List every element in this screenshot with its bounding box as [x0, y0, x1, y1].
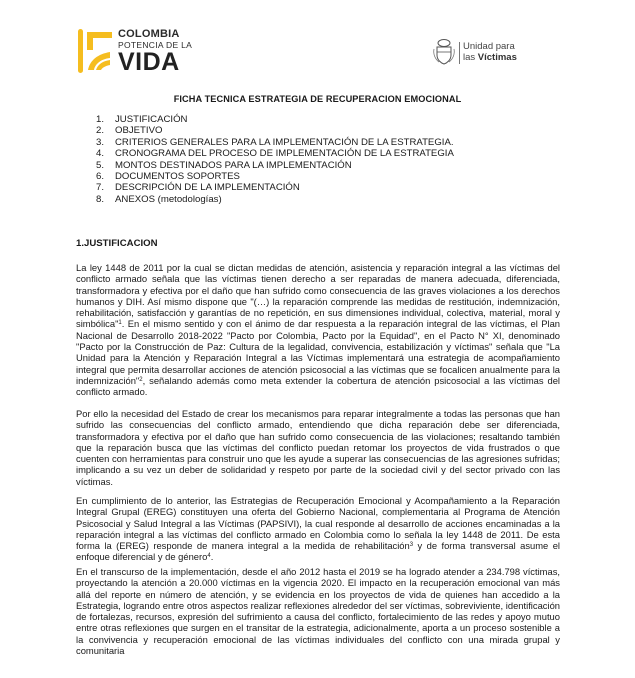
toc-number: 7. [96, 182, 105, 194]
table-of-contents [96, 114, 454, 205]
toc-item [96, 171, 454, 182]
logo-line-victimas: Víctimas [477, 52, 517, 63]
logo-line-colombia: COLOMBIA [118, 28, 180, 40]
colombia-potencia-mark-icon [76, 26, 114, 76]
section-heading-justificacion: 1.JUSTIFICACION [76, 238, 158, 249]
logo-line-las: las [463, 52, 478, 63]
toc-number: 4. [96, 148, 105, 160]
paragraph-necesidad-estado: Por ello la necesidad del Estado de crear los mecanismos para reparar integralmente a todas las personas que han sufrido las consecuencias del conflicto armado, entendiendo que dicha reparación debe ser diferenciada, transformadora y efectiva por el daño que han sufrido como consecuencia de las violaciones; resaltando también que la reparación busca que las víctimas del conflicto puedan retomar los proyectos de vida frustrados o que cuenten con herramientas para construir uno que les ayude a superar las consecuencias de las agresiones sufridas; implicando a su vez un deber de solidaridad y respeto por parte de la sociedad civil y del sector privado con las víctimas. [76, 408, 560, 487]
toc-label: ANEXOS (metodologías) [115, 193, 222, 205]
paragraph-ley-1448 [76, 262, 560, 398]
paragraph-text: En cumplimiento de lo anterior, las Estrategias de Recuperación Emocional y Acompañamiento a la Reparación Integral Grupal (EREG) constituyen una oferta del Gobierno Nacional, complementaria al Programa de Atención Psicosocial y Salud Integral a las Víctimas (PAPSIVI), la cual responde al desarrollo de acciones encaminadas a la reparación integral a las víctimas del conflicto armado en Colombia como lo señala la ley 1448 de 2011. De esta forma la (EREG) responde de manera integral a la medida de rehabilitación [76, 495, 560, 552]
toc-item [96, 125, 454, 136]
toc-number: 3. [96, 136, 105, 148]
toc-item [96, 182, 454, 193]
toc-number: 8. [96, 193, 105, 205]
paragraph-cumplimiento [76, 495, 560, 563]
logo-line-vida: VIDA [118, 48, 180, 76]
logo-line-potencia: POTENCIA DE LA [118, 40, 193, 50]
toc-number: 1. [96, 114, 105, 125]
toc-number: 6. [96, 171, 105, 183]
toc-item [96, 148, 454, 159]
document-title: FICHA TECNICA ESTRATEGIA DE RECUPERACION EMOCIONAL [173, 94, 462, 104]
logo-line-unidad: Unidad para [463, 41, 515, 52]
toc-number: 2. [96, 125, 105, 137]
unidad-para-las-victimas-logo [432, 38, 552, 72]
coat-of-arms-icon [432, 38, 456, 66]
paragraph-text: . [210, 551, 214, 563]
toc-label: JUSTIFICACIÓN [115, 114, 188, 125]
paragraph-text: y de forma transversal asume el enfoque diferencial y de género [76, 540, 560, 563]
toc-label: CRONOGRAMA DEL PROCESO DE IMPLEMENTACIÓN DE LA ESTRATEGIA [115, 148, 454, 160]
paragraph-text: La ley 1448 de 2011 por la cual se dictan medidas de atención, asistencia y reparación integral a las víctimas del conflicto armado señala que las víctimas tienen derecho a ser reparadas de manera adecuada, diferenciada, transformadora y efectiva por el daño que han sufrido como consecuencia de las graves violaciones a los derechos humanos y DIH. Así mismo dispone que "(…) la reparación comprende las medidas de restitución, indemnización, rehabilitación, satisfacción y garantías de no repetición, en sus dimensiones individual, colectiva, material, moral y simbólica" [76, 262, 560, 330]
toc-number: 5. [96, 159, 105, 171]
toc-item [96, 137, 454, 148]
footnote-ref[interactable]: 3 [409, 542, 414, 549]
footnote-ref[interactable]: 1 [118, 320, 122, 327]
toc-label: CRITERIOS GENERALES PARA LA IMPLEMENTACIÓN DE LA ESTRATEGIA. [115, 136, 454, 148]
toc-item [96, 114, 454, 125]
logo-separator [459, 42, 460, 64]
toc-label: DOCUMENTOS SOPORTES [115, 171, 240, 183]
paragraph-text: . En el mismo sentido y con el ánimo de dar respuesta a la reparación integral de las víctimas, el Plan Nacional de Desarrollo 2018-2022 "Pacto por Colombia, Pacto por la Equidad", en el Pacto N° XI, denominado "Pacto por la Construcción de Paz: Cultura de la legalidad, convivencia, estabilización y víctimas" señala que "La Unidad para la Atención y Reparación Integral a las Víctimas implementará una estrategia de acompañamiento integral que permita desarrollar acciones de atención psicosocial a las víctimas que se focalicen anualmente para la indemnización" [76, 318, 560, 386]
toc-label: OBJETIVO [115, 125, 163, 137]
footnote-ref[interactable]: 2 [139, 376, 143, 383]
paragraph-implementacion: En el transcurso de la implementación, desde el año 2012 hasta el 2019 se ha logrado atender a 234.798 víctimas, proyectando la atención a 20.000 víctimas en la vigencia 2020. El impacto en la recuperación emocional van más allá del reporte en número de atención, y se evidencia en los proyectos de vida de quienes han accedido a la Estrategia, logrando entre otros aspectos realizar reflexiones alrededor del ser víctimas, sobreviviente, identificación de fortalezas, recursos, expresión del sufrimiento a causa del conflicto, fortalecimiento de las redes y apoyo mutuo entre otras reflexiones que surgen en el transitar de la estrategia, adicionalmente, aporta a un proceso sostenible a la convivencia y recuperación emocional de las víctimas individuales del conflicto con una mirada grupal y comunitaria [76, 566, 560, 657]
colombia-potencia-de-la-vida-logo [76, 26, 216, 78]
toc-item [96, 194, 454, 205]
toc-label: MONTOS DESTINADOS PARA LA IMPLEMENTACIÓN [115, 159, 352, 171]
footnote-ref[interactable]: 4 [207, 553, 211, 560]
toc-item [96, 160, 454, 171]
paragraph-text: , señalando además como meta extender la cobertura de atención psicosocial a las víctimas del conflicto armado. [76, 374, 560, 398]
toc-label: DESCRIPCIÓN DE LA IMPLEMENTACIÓN [115, 182, 300, 194]
